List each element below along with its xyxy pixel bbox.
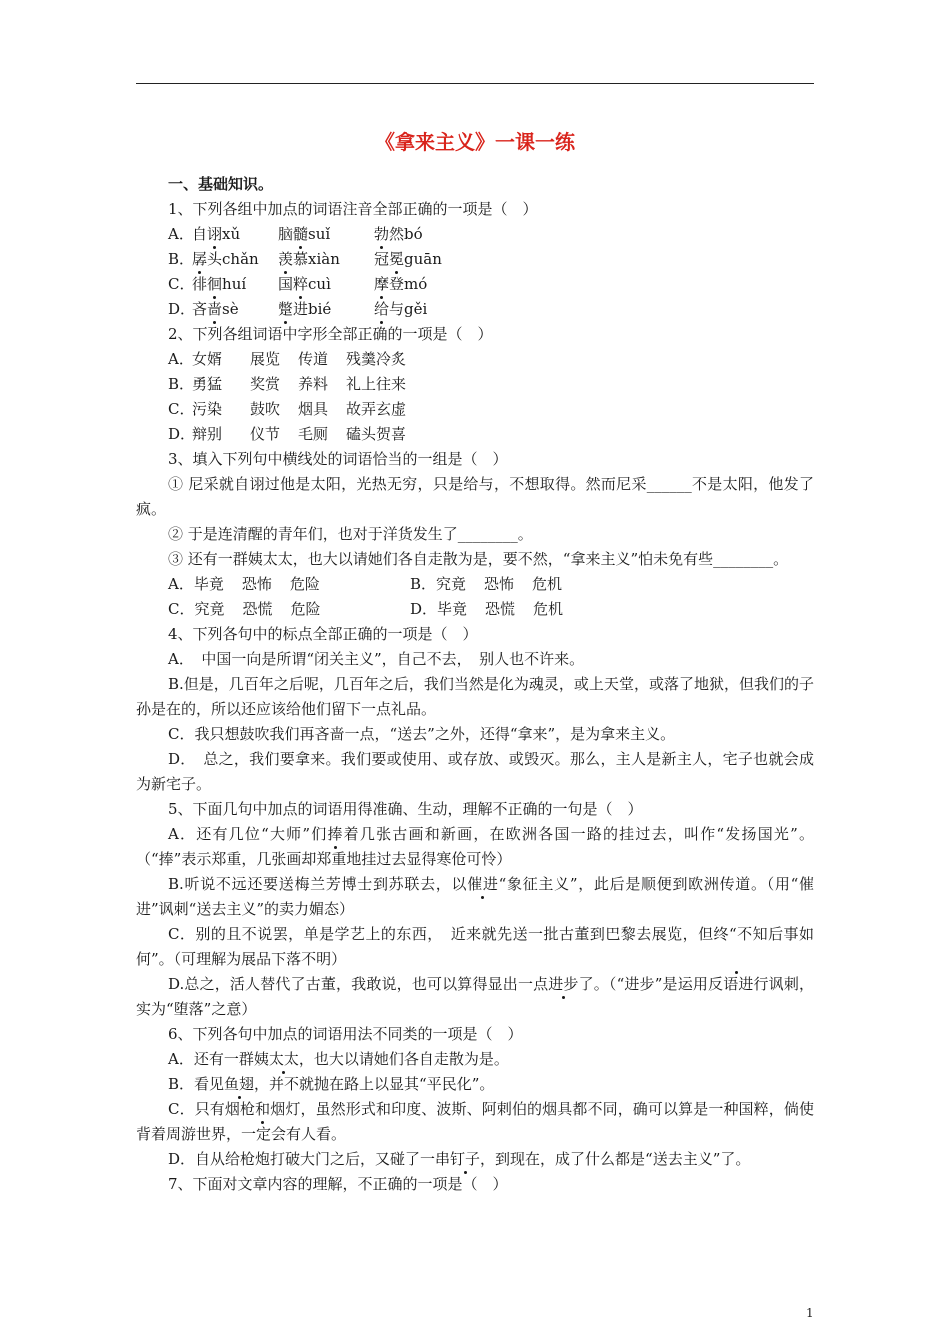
header-rule bbox=[136, 83, 814, 84]
q4-option-b: B.但是，几百年之后呢，几百年之后，我们当然是化为魂灵，或上天堂，或落了地狱，但我们的子孙是在的，所以还应该给他们留下一点礼品。 bbox=[136, 675, 814, 718]
q6-option-b: B．看见鱼翅，并不就抛在路上以显其“平民化”。 bbox=[168, 1075, 495, 1093]
q5-option-d: D.总之，活人替代了古董，我敢说，也可以算得显出一点进步了。（“进步”是运用反语进行讽刺，实为“堕落”之意） bbox=[136, 975, 814, 1018]
q6-option-c: C．只有烟枪和烟灯，虽然形式和印度、波斯、阿剌伯的烟具都不同，确可以算是一种国粹，倘使背着周游世界，一定会有人看。 bbox=[136, 1100, 814, 1143]
q4-option-d: D． 总之，我们要拿来。我们要或使用、或存放、或毁灭。那么，主人是新主人，宅子也就会成为新宅子。 bbox=[136, 750, 814, 793]
q3-options-cd bbox=[136, 597, 814, 622]
q4-stem: 4、下列各句中的标点全部正确的一项是（ ） bbox=[168, 625, 478, 643]
q3-sentence-1: ① 尼采就自诩过他是太阳，光热无穷，只是给与，不想取得。然而尼采______不是太阳，他发了疯。 bbox=[136, 475, 814, 518]
q2-stem: 2、下列各组词语中字形全部正确的一项是（ ） bbox=[168, 325, 493, 343]
q6-option-d: D．自从给枪炮打破大门之后，又碰了一串钉子，到现在，成了什么都是“送去主义”了。 bbox=[168, 1150, 751, 1168]
q4-option-a: A． 中国一向是所谓“闭关主义”，自己不去， 别人也不许来。 bbox=[168, 650, 585, 668]
q2-option-d: D．辩别 仪节 毛厕 磕头贺喜 bbox=[168, 425, 407, 443]
q3-option-d: D．毕竟 恐慌 危机 bbox=[410, 600, 564, 618]
page-title: 《拿来主义》一课一练 bbox=[375, 130, 575, 154]
q1-option-a: A．自诩xǔ 脑髓suǐ 勃然bó bbox=[168, 225, 423, 243]
worksheet-body bbox=[136, 172, 814, 1197]
q6-option-a: A．还有一群姨太太，也大以请她们各自走散为是。 bbox=[168, 1050, 509, 1068]
section-heading: 一、基础知识。 bbox=[168, 175, 274, 193]
q1-option-b: B．孱头chǎn 羡慕xiàn 冠冕guān bbox=[168, 250, 442, 268]
q5-option-a: A．还有几位“大师”们捧着几张古画和新画，在欧洲各国一路的挂过去，叫作“发扬国光”。（“捧”表示郑重，几张画却郑重地挂过去显得寒伧可怜） bbox=[136, 825, 815, 868]
q3-stem: 3、填入下列句中横线处的词语恰当的一组是（ ） bbox=[168, 450, 508, 468]
page-number: 1 bbox=[806, 1306, 814, 1320]
q3-option-b: B．究竟 恐怖 危机 bbox=[410, 575, 563, 593]
q6-stem: 6、下列各句中加点的词语用法不同类的一项是（ ） bbox=[168, 1025, 523, 1043]
q3-option-a: A．毕竟 恐怖 危险 bbox=[168, 575, 320, 593]
q5-option-b: B.听说不远还要送梅兰芳博士到苏联去，以催进“象征主义”，此后是顺便到欧洲传道。（用“催进”讽刺“送去主义”的卖力媚态） bbox=[136, 875, 814, 918]
q2-option-b: B．勇猛 奖赏 养料 礼上往来 bbox=[168, 375, 407, 393]
q1-option-c: C．徘徊huí 国粹cuì 摩登mó bbox=[168, 275, 428, 293]
q3-option-c: C．究竟 恐慌 危险 bbox=[168, 600, 321, 618]
q3-sentence-2: ② 于是连清醒的青年们，也对于洋货发生了________。 bbox=[168, 525, 533, 543]
q2-option-c: C．污染 鼓吹 烟具 故弄玄虚 bbox=[168, 400, 407, 418]
q7-stem: 7、下面对文章内容的理解，不正确的一项是（ ） bbox=[168, 1175, 508, 1193]
q5-stem: 5、下面几句中加点的词语用得准确、生动，理解不正确的一句是（ ） bbox=[168, 800, 643, 818]
q1-option-d: D．吝啬sè 蹩进bié 给与gěi bbox=[168, 300, 428, 318]
q2-option-a: A．女婿 展览 传道 残羹冷炙 bbox=[168, 350, 407, 368]
q4-option-c: C．我只想鼓吹我们再吝啬一点，“送去”之外，还得“拿来”，是为拿来主义。 bbox=[168, 725, 676, 743]
q1-stem: 1、下列各组中加点的词语注音全部正确的一项是（ ） bbox=[168, 200, 538, 218]
q3-options-ab bbox=[136, 572, 814, 597]
q5-option-c: C．别的且不说罢，单是学艺上的东西， 近来就先送一批古董到巴黎去展览，但终“不知后事如何”。（可理解为展品下落不明） bbox=[136, 925, 814, 968]
q3-sentence-3: ③ 还有一群姨太太，也大以请她们各自走散为是，要不然，“拿来主义”怕未免有些________。 bbox=[168, 550, 789, 568]
